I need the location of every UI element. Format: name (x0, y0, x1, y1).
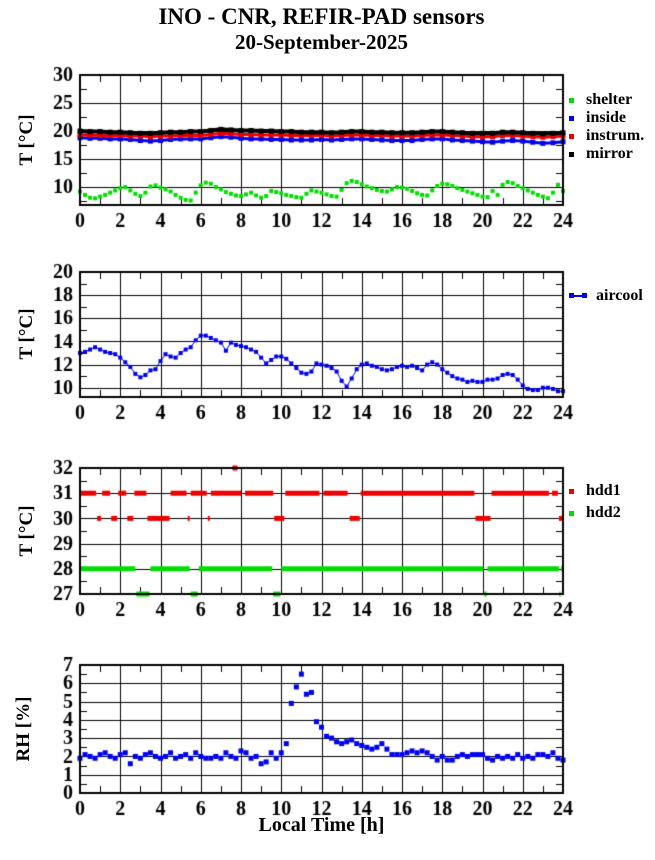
inside-marker-icon (569, 116, 574, 121)
page-title: INO - CNR, REFIR-PAD sensors (158, 4, 485, 29)
legend-item-mirror (569, 145, 644, 163)
mirror-marker-icon (569, 152, 574, 157)
page-subtitle: 20-September-2025 (234, 30, 408, 54)
legend-panel1 (569, 91, 644, 163)
x-axis-label: Local Time [h] (258, 814, 385, 836)
legend-label-instrum: instrum. (586, 127, 645, 144)
legend-item-hdd2 (569, 502, 621, 524)
shelter-marker-icon (569, 98, 574, 103)
legend-label-shelter: shelter (586, 91, 633, 108)
instrum-marker-icon (569, 134, 574, 139)
legend-label-mirror: mirror (586, 145, 633, 162)
title-block (80, 4, 563, 54)
legend-item-aircool (569, 288, 643, 303)
legend-label-inside: inside (586, 109, 627, 126)
y-axis-label-panel3: T [°C] (16, 505, 37, 557)
aircool-marker2-icon (582, 293, 587, 298)
legend-item-shelter (569, 91, 644, 109)
legend-item-hdd1 (569, 480, 621, 502)
legend-label-hdd2: hdd2 (586, 504, 621, 521)
legend-item-inside (569, 109, 644, 127)
legend-panel2 (569, 288, 643, 303)
y-axis-label-panel2: T [°C] (16, 308, 37, 360)
legend-panel3 (569, 480, 621, 524)
y-axis-label-panel1: T [°C] (16, 114, 37, 166)
hdd1-marker-icon (569, 489, 574, 494)
legend-item-instrum (569, 127, 644, 145)
legend-label-hdd1: hdd1 (586, 482, 621, 499)
aircool-line-icon (574, 295, 582, 297)
hdd2-marker-icon (569, 511, 574, 516)
y-axis-label-panel4: RH [%] (13, 696, 34, 762)
legend-label-aircool: aircool (596, 286, 643, 304)
